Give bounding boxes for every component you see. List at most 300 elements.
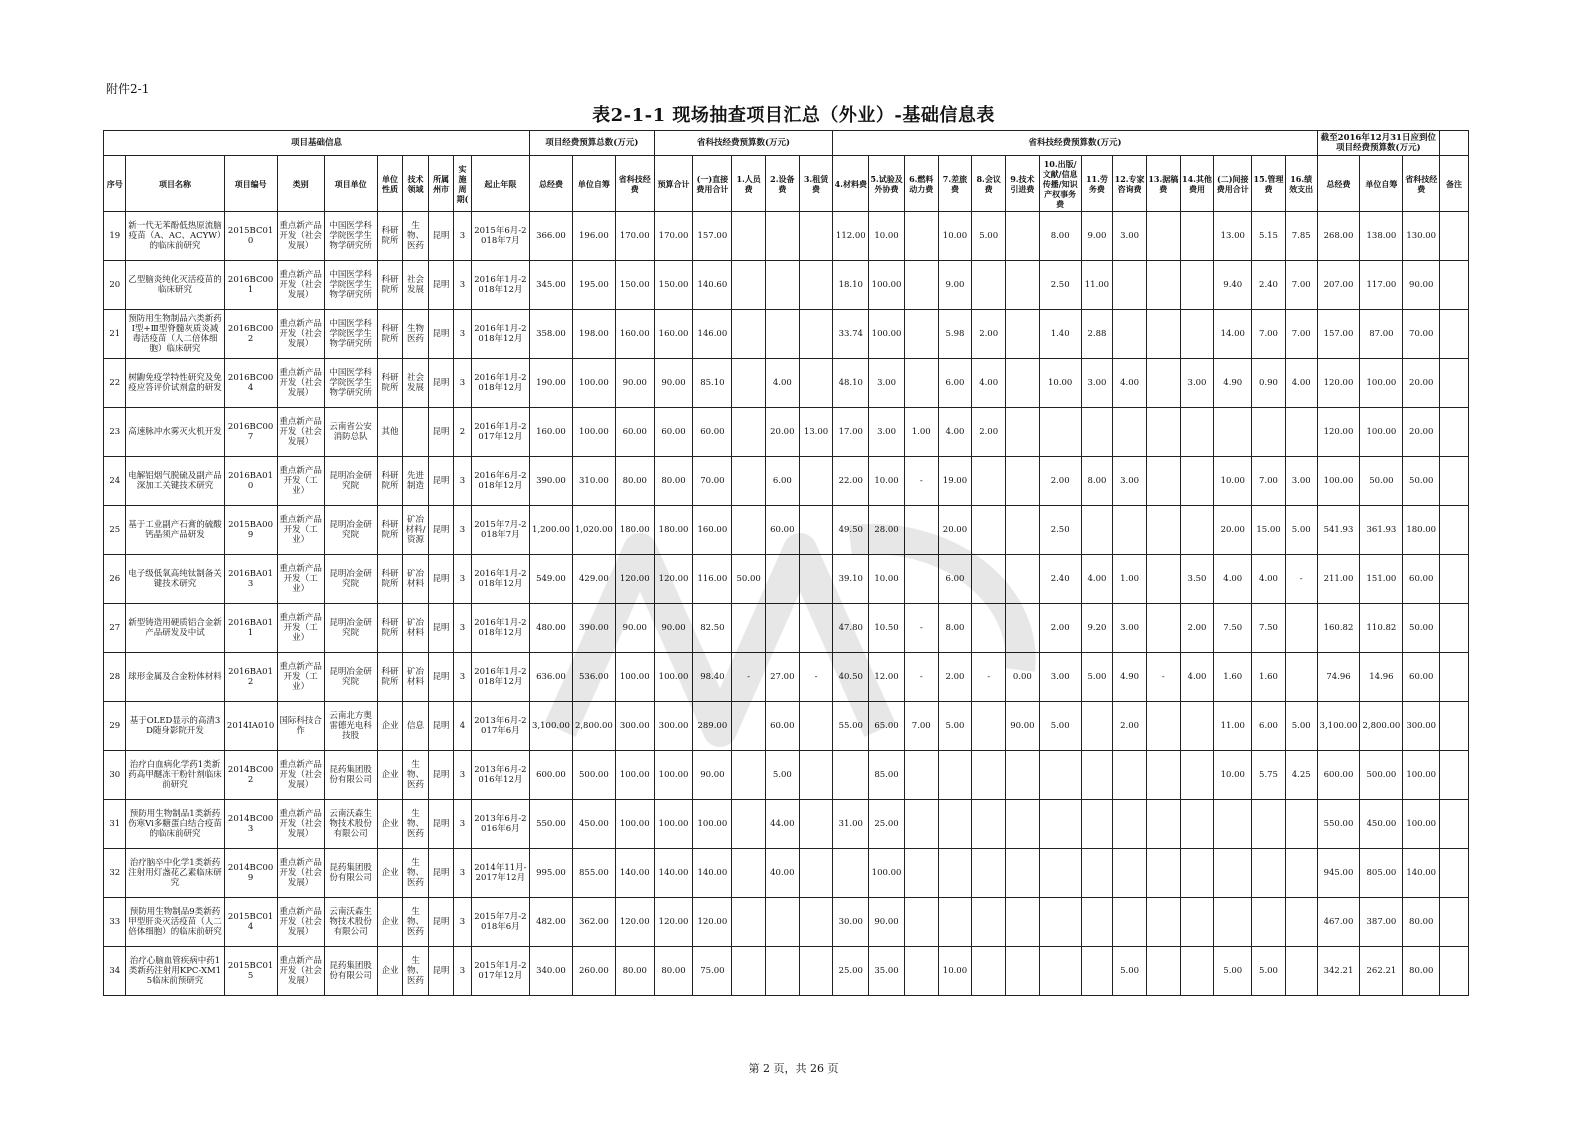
table-cell: 116.00 — [693, 555, 732, 604]
table-cell: 25.00 — [869, 800, 905, 849]
table-cell: 生物、医药 — [403, 849, 429, 898]
table-cell: 7.00 — [1252, 310, 1286, 359]
table-cell: 3 — [454, 604, 471, 653]
table-cell: 企业 — [377, 751, 403, 800]
table-cell — [1081, 751, 1113, 800]
table-cell: 治疗心脑血管疾病中药1类新药注射用KPC-XM15临床前预研究 — [126, 947, 224, 996]
table-cell: - — [972, 653, 1006, 702]
table-cell — [972, 898, 1006, 947]
table-cell: 160.00 — [693, 506, 732, 555]
table-cell — [1285, 898, 1317, 947]
table-cell: 2016年1月-2018年12月 — [471, 604, 529, 653]
table-cell: 8.00 — [1039, 212, 1081, 261]
table-cell — [799, 751, 833, 800]
column-header: (二)间接费用合计 — [1214, 156, 1252, 212]
column-header: 技术领域 — [403, 156, 429, 212]
table-cell — [1180, 751, 1214, 800]
table-cell: 44.00 — [765, 800, 799, 849]
table-cell — [1146, 800, 1180, 849]
table-cell — [1006, 800, 1040, 849]
table-cell: 3,100.00 — [1317, 702, 1360, 751]
table-cell — [1006, 212, 1040, 261]
table-cell: 2015年6月-2018年7月 — [471, 212, 529, 261]
table-cell: - — [1285, 555, 1317, 604]
table-cell — [1440, 555, 1469, 604]
table-cell: 74.96 — [1317, 653, 1360, 702]
table-cell: 20.00 — [1403, 408, 1440, 457]
table-cell: 24 — [104, 457, 126, 506]
column-header: 11.劳务费 — [1081, 156, 1113, 212]
table-cell: 2,800.00 — [572, 702, 615, 751]
table-cell: 4.00 — [1180, 653, 1214, 702]
table-cell: 2014BC009 — [224, 849, 277, 898]
table-cell: 2,800.00 — [1360, 702, 1403, 751]
table-cell: 5.00 — [972, 212, 1006, 261]
table-cell — [1113, 898, 1147, 947]
table-cell: - — [732, 653, 766, 702]
table-cell: 云南北方奥雷德光电科技股 — [324, 702, 377, 751]
table-cell — [1006, 751, 1040, 800]
table-cell: 100.00 — [572, 359, 615, 408]
table-cell: 5.00 — [1214, 947, 1252, 996]
table-cell — [1146, 555, 1180, 604]
table-cell: 140.60 — [693, 261, 732, 310]
table-cell — [1146, 702, 1180, 751]
table-cell: 4.90 — [1113, 653, 1147, 702]
table-cell: 2016BC002 — [224, 310, 277, 359]
table-cell: 31.00 — [833, 800, 869, 849]
table-cell: 112.00 — [833, 212, 869, 261]
table-cell — [732, 457, 766, 506]
table-cell: 2.88 — [1081, 310, 1113, 359]
table-cell: 3.00 — [1039, 653, 1081, 702]
group-remark-blank — [1440, 131, 1469, 156]
table-cell: 480.00 — [530, 604, 573, 653]
table-cell: 60.00 — [654, 408, 693, 457]
table-cell — [1180, 702, 1214, 751]
table-cell: 昆药集团股份有限公司 — [324, 751, 377, 800]
table-row — [104, 800, 1469, 849]
table-cell: 电解铝烟气脱硫及副产品深加工关键技术研究 — [126, 457, 224, 506]
table-cell — [1146, 898, 1180, 947]
table-cell — [1081, 506, 1113, 555]
table-cell: 中国医学科学院医学生物学研究所 — [324, 310, 377, 359]
table-row — [104, 604, 1469, 653]
table-cell: 20.00 — [1214, 506, 1252, 555]
table-cell — [1006, 359, 1040, 408]
table-cell — [1252, 849, 1286, 898]
table-cell: 6.00 — [765, 457, 799, 506]
table-cell: 重点新产品开发（社会发展） — [277, 408, 324, 457]
table-cell — [904, 212, 938, 261]
table-cell — [1006, 898, 1040, 947]
table-cell — [1113, 261, 1147, 310]
table-cell: 昆明 — [428, 947, 454, 996]
table-cell — [765, 604, 799, 653]
table-cell: 10.00 — [869, 457, 905, 506]
table-cell — [799, 555, 833, 604]
table-cell: 9.00 — [1081, 212, 1113, 261]
table-cell: 4.00 — [1285, 359, 1317, 408]
table-cell: 541.93 — [1317, 506, 1360, 555]
table-cell — [972, 702, 1006, 751]
table-cell: 3.00 — [1285, 457, 1317, 506]
table-cell: 26 — [104, 555, 126, 604]
table-cell: 生物、医药 — [403, 947, 429, 996]
table-cell: 云南省公安消防总队 — [324, 408, 377, 457]
table-cell: 昆明 — [428, 800, 454, 849]
table-cell: 5.00 — [1081, 653, 1113, 702]
column-header: 备注 — [1440, 156, 1469, 212]
table-cell — [799, 849, 833, 898]
column-header: 13.据稿费 — [1146, 156, 1180, 212]
table-cell: 9.40 — [1214, 261, 1252, 310]
table-cell: 80.00 — [615, 947, 654, 996]
table-cell: 企业 — [377, 702, 403, 751]
table-cell: 82.50 — [693, 604, 732, 653]
table-cell: 云南沃森生物技术股份有限公司 — [324, 898, 377, 947]
table-cell — [1214, 800, 1252, 849]
table-cell — [1006, 261, 1040, 310]
table-cell: 198.00 — [572, 310, 615, 359]
table-cell — [1285, 653, 1317, 702]
table-cell: 科研院所 — [377, 604, 403, 653]
table-cell: 治疗脑卒中化学1类新药注射用灯盏花乙素临床研究 — [126, 849, 224, 898]
table-cell — [972, 947, 1006, 996]
page-number: 第 2 页，共 26 页 — [748, 1062, 839, 1075]
table-cell: 昆明 — [428, 751, 454, 800]
table-cell: 289.00 — [693, 702, 732, 751]
table-cell: 2016年1月-2018年12月 — [471, 261, 529, 310]
table-cell: 160.00 — [530, 408, 573, 457]
table-cell — [1113, 408, 1147, 457]
table-cell: 社会发展 — [403, 359, 429, 408]
table-cell: 3.00 — [869, 408, 905, 457]
table-cell: 1.00 — [904, 408, 938, 457]
table-cell: 3 — [454, 555, 471, 604]
table-cell — [732, 751, 766, 800]
table-cell: 矿冶材料/资源 — [403, 506, 429, 555]
table-cell: 树鼩免疫学特性研究及免疫应答评价试剂盒的研发 — [126, 359, 224, 408]
table-cell: 85.00 — [869, 751, 905, 800]
table-cell: 2.50 — [1039, 506, 1081, 555]
table-cell — [1180, 261, 1214, 310]
table-cell: 昆明 — [428, 604, 454, 653]
table-cell — [1440, 800, 1469, 849]
table-cell: 170.00 — [615, 212, 654, 261]
table-cell: 28 — [104, 653, 126, 702]
table-cell: 150.00 — [654, 261, 693, 310]
column-header: 序号 — [104, 156, 126, 212]
table-cell: 生物、医药 — [403, 212, 429, 261]
table-cell: 450.00 — [572, 800, 615, 849]
table-cell — [1081, 408, 1113, 457]
column-header: 项目编号 — [224, 156, 277, 212]
table-cell — [938, 751, 972, 800]
table-cell: 2015年7月-2018年7月 — [471, 506, 529, 555]
table-cell: 2014年11月-2017年12月 — [471, 849, 529, 898]
table-cell: 4.00 — [765, 359, 799, 408]
table-cell — [833, 849, 869, 898]
table-cell — [1146, 261, 1180, 310]
table-cell: 100.00 — [654, 751, 693, 800]
table-cell: 550.00 — [530, 800, 573, 849]
table-cell: 3 — [454, 849, 471, 898]
table-cell: 19.00 — [938, 457, 972, 506]
table-cell: 2013年6月-2017年6月 — [471, 702, 529, 751]
group-header-row — [104, 131, 1469, 156]
table-cell: 32 — [104, 849, 126, 898]
table-cell: 3,100.00 — [530, 702, 573, 751]
table-cell: 9.20 — [1081, 604, 1113, 653]
table-cell: 科研院所 — [377, 506, 403, 555]
table-cell — [1146, 212, 1180, 261]
table-body — [104, 212, 1469, 996]
table-cell — [972, 751, 1006, 800]
table-cell: 13.00 — [799, 408, 833, 457]
table-cell: 2016BA011 — [224, 604, 277, 653]
table-cell: 35.00 — [869, 947, 905, 996]
table-cell: 重点新产品开发（社会发展） — [277, 947, 324, 996]
table-cell: 3.00 — [1081, 359, 1113, 408]
table-cell — [1440, 849, 1469, 898]
table-cell: 157.00 — [1317, 310, 1360, 359]
table-cell: 企业 — [377, 898, 403, 947]
table-cell: 2016BC001 — [224, 261, 277, 310]
table-cell: 500.00 — [572, 751, 615, 800]
table-cell: 140.00 — [693, 849, 732, 898]
column-header: 9.技术引进费 — [1006, 156, 1040, 212]
table-cell: 1.60 — [1214, 653, 1252, 702]
table-cell — [938, 898, 972, 947]
table-cell — [1252, 408, 1286, 457]
column-header: 类别 — [277, 156, 324, 212]
table-cell — [904, 310, 938, 359]
table-cell — [799, 898, 833, 947]
table-cell: 2016年1月-2018年12月 — [471, 310, 529, 359]
table-cell: 196.00 — [572, 212, 615, 261]
table-cell: 11.00 — [1214, 702, 1252, 751]
table-cell — [1081, 702, 1113, 751]
table-cell — [833, 751, 869, 800]
table-cell: 2016BA013 — [224, 555, 277, 604]
table-cell — [972, 604, 1006, 653]
table-cell: 600.00 — [1317, 751, 1360, 800]
table-cell: 4.00 — [972, 359, 1006, 408]
table-cell: 310.00 — [572, 457, 615, 506]
table-cell: 生物、医药 — [403, 898, 429, 947]
table-cell: 138.00 — [1360, 212, 1403, 261]
table-cell: 昆明冶金研究院 — [324, 604, 377, 653]
table-cell: 120.00 — [693, 898, 732, 947]
table-cell: 100.00 — [654, 653, 693, 702]
table-cell: 10.50 — [869, 604, 905, 653]
table-cell — [972, 506, 1006, 555]
table-title: 表2-1-1 现场抽查项目汇总（外业）-基础信息表 — [592, 105, 995, 126]
table-cell: 3.50 — [1180, 555, 1214, 604]
table-cell: 90.00 — [869, 898, 905, 947]
table-cell: 昆明 — [428, 849, 454, 898]
table-row — [104, 898, 1469, 947]
table-cell: 90.00 — [654, 359, 693, 408]
table-cell — [799, 800, 833, 849]
table-cell: 重点新产品开发（社会发展） — [277, 800, 324, 849]
table-cell: 重点新产品开发（社会发展） — [277, 310, 324, 359]
table-cell: 2.50 — [1039, 261, 1081, 310]
table-cell: 3.00 — [1113, 604, 1147, 653]
table-cell: 30 — [104, 751, 126, 800]
table-cell: 70.00 — [693, 457, 732, 506]
table-cell: 358.00 — [530, 310, 573, 359]
table-cell: 1.60 — [1252, 653, 1286, 702]
table-cell: 昆明 — [428, 212, 454, 261]
table-row — [104, 849, 1469, 898]
table-cell: 100.00 — [1403, 800, 1440, 849]
table-cell — [732, 359, 766, 408]
table-cell: 昆明 — [428, 555, 454, 604]
table-cell: 生物、医药 — [403, 800, 429, 849]
table-cell: 科研院所 — [377, 653, 403, 702]
table-cell: 22 — [104, 359, 126, 408]
table-row — [104, 702, 1469, 751]
table-cell: 140.00 — [1403, 849, 1440, 898]
column-header: 单位性质 — [377, 156, 403, 212]
table-cell: 550.00 — [1317, 800, 1360, 849]
table-cell: 1,200.00 — [530, 506, 573, 555]
table-cell — [765, 212, 799, 261]
table-cell: 90.00 — [654, 604, 693, 653]
table-cell: 2.00 — [938, 653, 972, 702]
table-cell: 500.00 — [1360, 751, 1403, 800]
table-cell: 5.00 — [1113, 947, 1147, 996]
table-cell: 10.00 — [869, 212, 905, 261]
table-cell: 新一代无苯酚低热原流脑疫苗（A、AC、ACYW）的临床前研究 — [126, 212, 224, 261]
table-cell: 昆药集团股份有限公司 — [324, 947, 377, 996]
table-cell: 重点新产品开发（社会发展） — [277, 212, 324, 261]
table-cell: 2016年1月-2018年12月 — [471, 555, 529, 604]
table-cell — [799, 604, 833, 653]
table-cell: 1.40 — [1039, 310, 1081, 359]
column-header: 5.试验及外协费 — [869, 156, 905, 212]
table-cell: 945.00 — [1317, 849, 1360, 898]
table-cell: 260.00 — [572, 947, 615, 996]
table-cell — [765, 310, 799, 359]
table-cell: 80.00 — [1403, 947, 1440, 996]
table-cell — [1252, 800, 1286, 849]
table-cell: 2.00 — [972, 310, 1006, 359]
table-cell: 100.00 — [1360, 408, 1403, 457]
table-cell: 2 — [454, 408, 471, 457]
table-cell: 预防用生物制品六类新药Ⅰ型+Ⅲ型脊髓灰质炎减毒活疫苗（人二倍体细胞）临床研究 — [126, 310, 224, 359]
table-cell — [1180, 408, 1214, 457]
table-cell — [1440, 898, 1469, 947]
table-cell — [1440, 359, 1469, 408]
table-cell: 120.00 — [615, 555, 654, 604]
table-cell: 昆明 — [428, 653, 454, 702]
column-header: 实施周期( — [454, 156, 471, 212]
table-cell — [1081, 898, 1113, 947]
table-cell: 33 — [104, 898, 126, 947]
table-cell — [1006, 604, 1040, 653]
attachment-label: 附件2-1 — [106, 82, 150, 96]
table-cell: 31 — [104, 800, 126, 849]
table-cell — [972, 261, 1006, 310]
table-cell: 157.00 — [693, 212, 732, 261]
table-cell: 4.00 — [1252, 555, 1286, 604]
table-cell: 636.00 — [530, 653, 573, 702]
table-cell — [1214, 898, 1252, 947]
table-cell: 7.00 — [1285, 310, 1317, 359]
table-cell: 20.00 — [938, 506, 972, 555]
table-cell: 生物、医药 — [403, 751, 429, 800]
table-cell: - — [904, 653, 938, 702]
table-cell: 100.00 — [654, 800, 693, 849]
table-cell: 27 — [104, 604, 126, 653]
table-cell: 34 — [104, 947, 126, 996]
table-cell: 1,020.00 — [572, 506, 615, 555]
table-cell: 60.00 — [693, 408, 732, 457]
table-cell: 2.40 — [1252, 261, 1286, 310]
table-cell: 2016年1月-2018年12月 — [471, 653, 529, 702]
column-header: 4.材料费 — [833, 156, 869, 212]
table-cell: 新型铸造用硬质铝合金新产品研发及中试 — [126, 604, 224, 653]
table-cell: 重点新产品开发（工业） — [277, 604, 324, 653]
table-cell — [732, 212, 766, 261]
table-cell — [1440, 947, 1469, 996]
table-cell: 基于工业副产石膏的硫酸钙晶须产品研发 — [126, 506, 224, 555]
table-cell: 600.00 — [530, 751, 573, 800]
table-cell: 15.00 — [1252, 506, 1286, 555]
table-cell — [1146, 849, 1180, 898]
column-header: 7.差旅费 — [938, 156, 972, 212]
table-cell: 262.21 — [1360, 947, 1403, 996]
table-cell: 50.00 — [1403, 604, 1440, 653]
table-cell: 49.50 — [833, 506, 869, 555]
table-cell: 40.50 — [833, 653, 869, 702]
table-cell: 98.40 — [693, 653, 732, 702]
table-cell: 110.82 — [1360, 604, 1403, 653]
table-cell: 中国医学科学院医学生物学研究所 — [324, 359, 377, 408]
table-cell: 10.00 — [1214, 457, 1252, 506]
table-cell: 190.00 — [530, 359, 573, 408]
table-cell: 2.00 — [1180, 604, 1214, 653]
table-cell: 昆明冶金研究院 — [324, 555, 377, 604]
table-cell: 2016BC004 — [224, 359, 277, 408]
table-cell: 科研院所 — [377, 261, 403, 310]
table-cell: 80.00 — [654, 947, 693, 996]
table-cell: 467.00 — [1317, 898, 1360, 947]
table-cell: 100.00 — [869, 261, 905, 310]
table-cell: 昆明 — [428, 408, 454, 457]
table-cell — [1039, 751, 1081, 800]
table-cell: 昆明 — [428, 506, 454, 555]
table-cell: 3.00 — [1180, 359, 1214, 408]
table-cell: 47.80 — [833, 604, 869, 653]
table-cell: 87.00 — [1360, 310, 1403, 359]
column-header: 1.人员费 — [732, 156, 766, 212]
table-cell: 300.00 — [1403, 702, 1440, 751]
table-cell — [972, 849, 1006, 898]
table-cell — [1039, 947, 1081, 996]
table-cell: 120.00 — [654, 898, 693, 947]
table-cell: 60.00 — [765, 702, 799, 751]
group-prov-budget-2: 省科技经费预算数(万元) — [833, 131, 1317, 156]
table-cell: 5.00 — [1039, 702, 1081, 751]
table-cell — [1146, 604, 1180, 653]
table-cell — [1006, 457, 1040, 506]
table-cell: 2016年1月-2018年12月 — [471, 359, 529, 408]
table-cell: 805.00 — [1360, 849, 1403, 898]
